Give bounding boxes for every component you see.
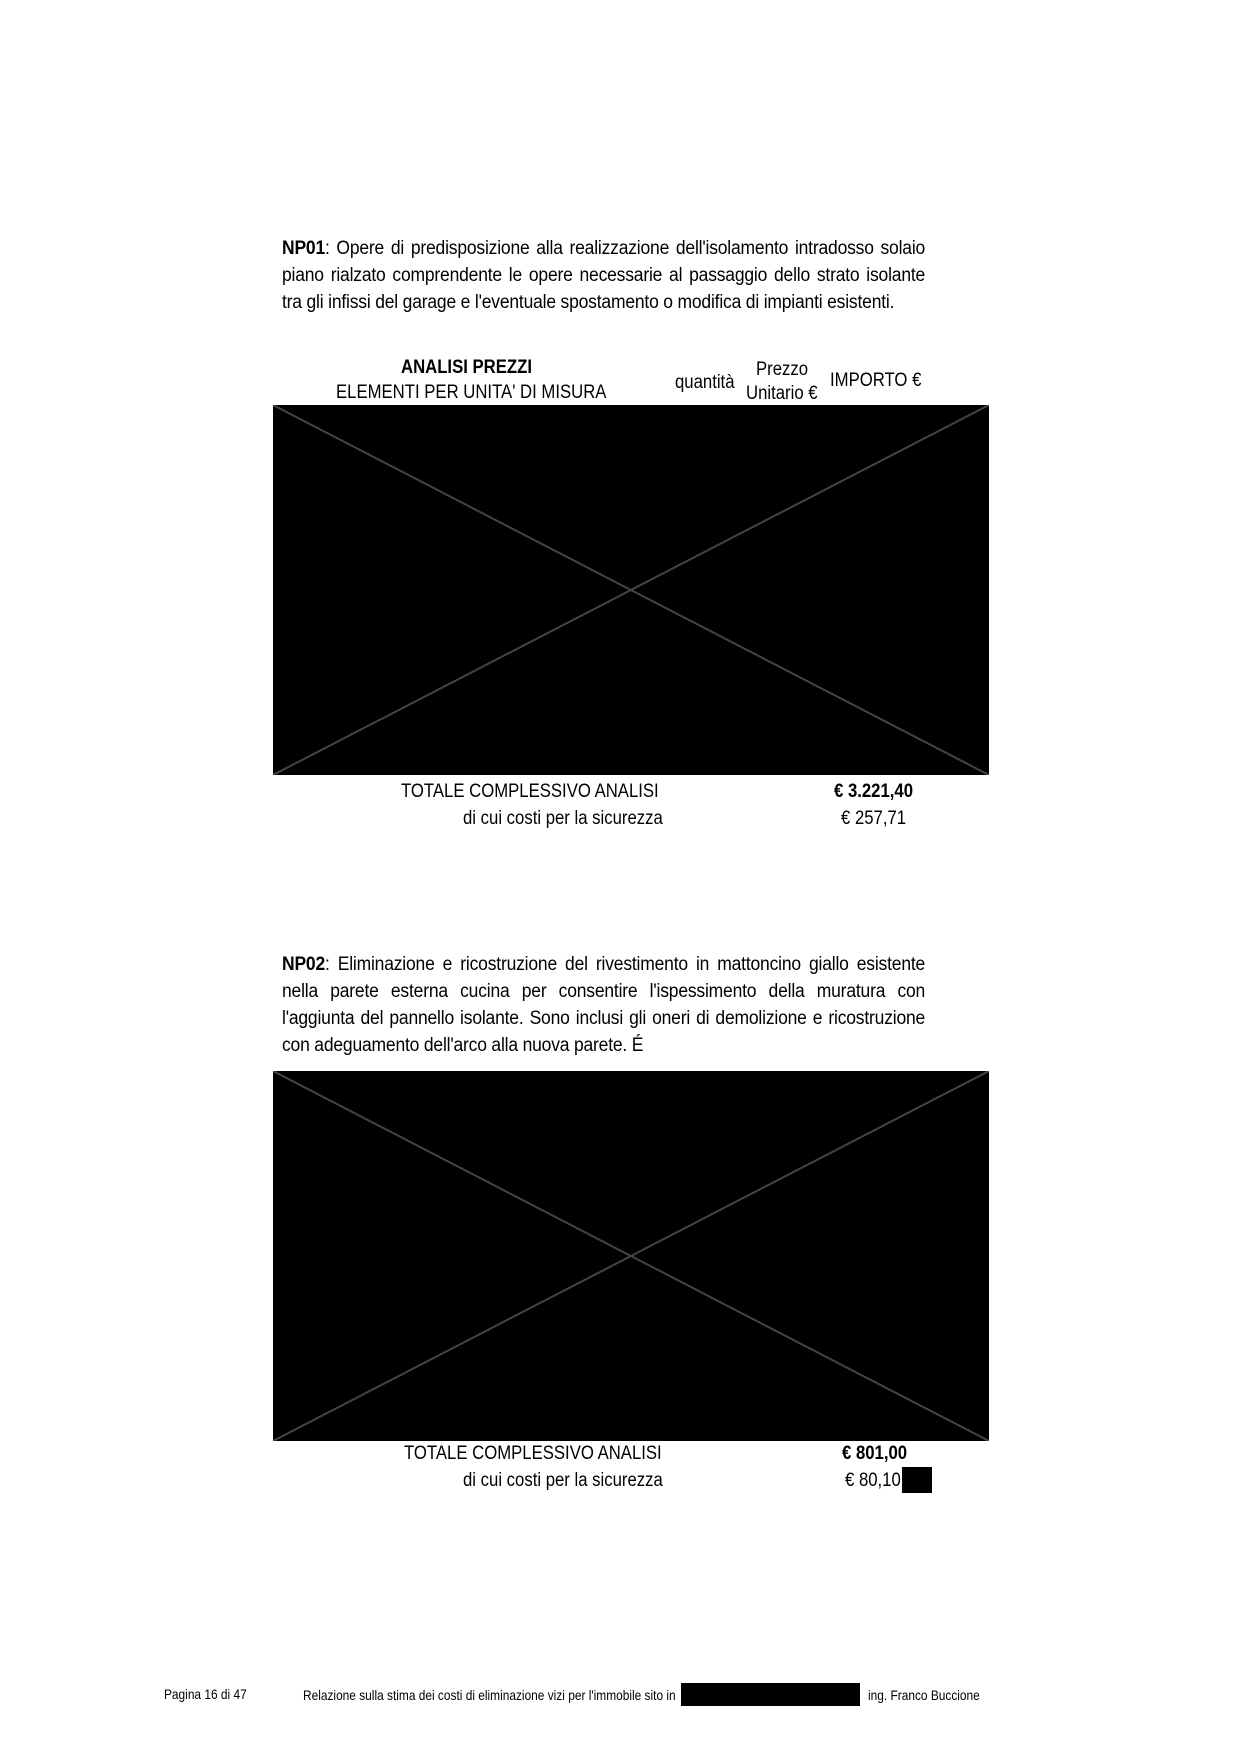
redaction-bar (902, 1467, 932, 1493)
np01-safety-label: di cui costi per la sicurezza (463, 808, 663, 829)
footer-redaction-bar (681, 1683, 860, 1706)
np02-total-value: € 801,00 (842, 1443, 908, 1464)
column-amount: IMPORTO € (830, 370, 922, 391)
np01-code: NP01 (282, 238, 325, 259)
np01-total-value: € 3.221,40 (834, 781, 914, 802)
np01-text: : Opere di predisposizione alla realizzazione dell'isolamento intradosso solaio piano rialzato comprendente le opere necessarie al passaggio dello strato isolante tra gli infissi del garage e l'eventuale spostamento o modifica di impianti esistenti. (282, 238, 926, 313)
column-price-line1: Prezzo (756, 359, 809, 380)
placeholder-cross-icon (273, 1071, 989, 1441)
np02-code: NP02 (282, 954, 325, 975)
np02-text: : Eliminazione e ricostruzione del rivestimento in mattoncino giallo esistente nella parete esterna cucina per consentire l'ispessimento della muratura con l'aggiunta del pannello isolante. Sono inclusi gli oneri di demolizione e ricostruzione con adeguamento dell'arco alla nuova parete. É (282, 954, 926, 1056)
np02-total-label: TOTALE COMPLESSIVO ANALISI (404, 1443, 662, 1464)
table-subtitle: ELEMENTI PER UNITA' DI MISURA (336, 382, 607, 403)
np02-safety-value: € 80,10 (845, 1470, 901, 1491)
redacted-table-image-2 (273, 1071, 989, 1441)
footer-page-number: Pagina 16 di 47 (164, 1686, 247, 1702)
redacted-table-image-1 (273, 405, 989, 775)
table-title: ANALISI PREZZI (401, 357, 532, 378)
footer-description: Relazione sulla stima dei costi di eliminazione vizi per l'immobile sito in (303, 1687, 676, 1703)
np01-total-label: TOTALE COMPLESSIVO ANALISI (401, 781, 659, 802)
column-price-line2: Unitario € (746, 383, 818, 404)
np01-paragraph (282, 235, 925, 316)
placeholder-cross-icon (273, 405, 989, 775)
np02-safety-label: di cui costi per la sicurezza (463, 1470, 663, 1491)
footer-author: ing. Franco Buccione (868, 1687, 980, 1703)
column-quantity: quantità (675, 372, 735, 393)
np02-paragraph (282, 951, 925, 1059)
np01-safety-value: € 257,71 (841, 808, 907, 829)
